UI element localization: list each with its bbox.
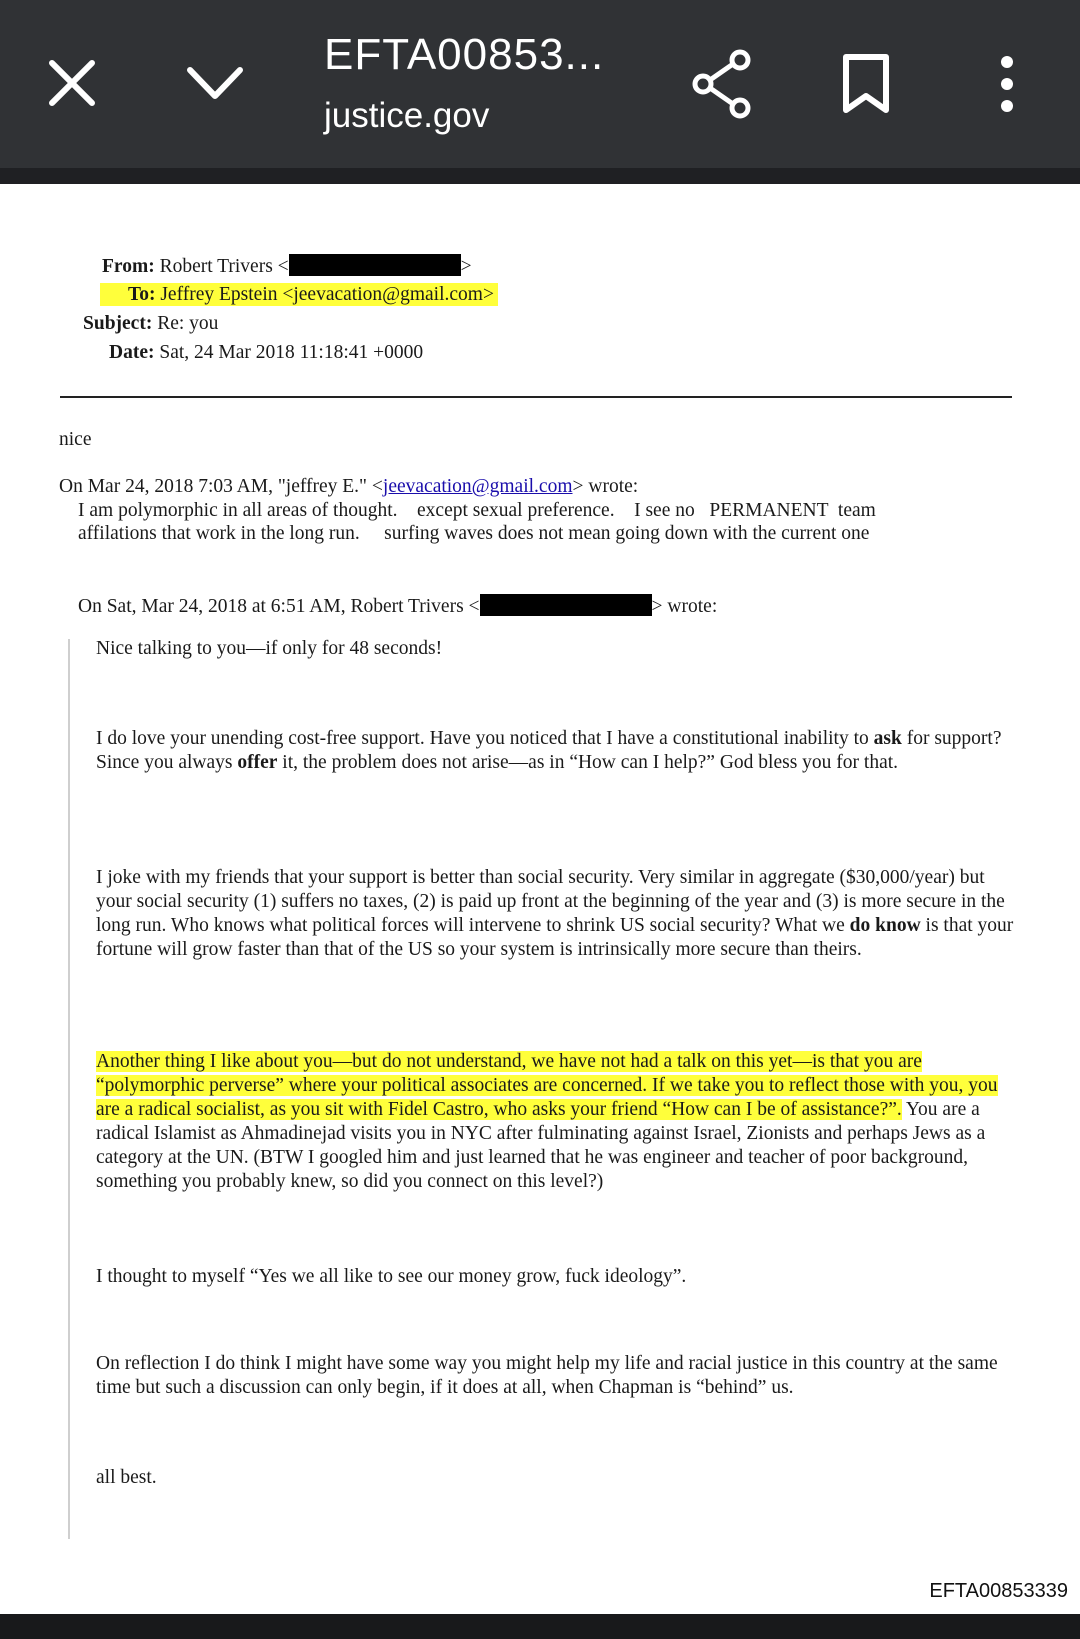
paragraph-1: Nice talking to you—if only for 48 seconds! (96, 638, 443, 659)
paragraph-5: I thought to myself “Yes we all like to see our money grow, fuck ideology”. (96, 1266, 687, 1287)
highlighted-passage: Another thing I like about you—but do not understand, we have not had a talk on this yet—is that you are “polymorphic perverse” where your political associates are concerned. If we take you to reflect those with you, you are a radical socialist, as you sit with Fidel Castro, who asks your friend “How can I be of assistance?”. (96, 1051, 998, 1120)
close-icon[interactable] (44, 55, 100, 111)
paragraph-3: I joke with my friends that your support is better than social security. Very similar in aggregate ($30,000/year) but your social security (1) suffers no taxes, (2) is paid up front at the beginning of the year and (3) is more secure in the long run. Who knows what political forces will intervene to shrink US social security? What we do know is that your fortune will grow faster than that of the US so your system is intrinsically more secure than theirs. (96, 867, 1014, 960)
paragraph-7: all best. (96, 1467, 157, 1488)
paragraph-6: On reflection I do think I might have some way you might help my life and racial justice in this country at the same time but such a discussion can only begin, if it does at all, when Chapman is “behind” us. (96, 1353, 998, 1398)
paragraph-2: I do love your unending cost-free support. Have you noticed that I have a constitutional inability to ask for support? Since you always offer it, the problem does not arise—as in “How can I help?” God bless you for that. (96, 728, 1002, 773)
email-date: Date: Sat, 24 Mar 2018 11:18:41 +0000 (109, 342, 424, 363)
quote-1-line-1: I am polymorphic in all areas of thought. except sexual preference. I see no PERMANENT team (78, 500, 876, 521)
document-source: justice.gov (324, 96, 490, 135)
system-nav-bar (0, 1614, 1080, 1639)
chevron-down-icon[interactable] (184, 58, 246, 108)
email-from: From: Robert Trivers < > (102, 256, 472, 277)
document-page[interactable] (0, 184, 1080, 1614)
email-subject: Subject: Re: you (83, 313, 219, 334)
more-vert-icon[interactable] (990, 52, 1024, 116)
quote-1-line-2: affilations that work in the long run. surfing waves does not mean going down with the current one (78, 523, 870, 544)
share-icon[interactable] (690, 48, 754, 120)
redaction-block-2 (480, 594, 652, 616)
email-link[interactable]: jeevacation@gmail.com (382, 476, 573, 497)
quote-bar (68, 639, 70, 1539)
redaction-block (289, 254, 461, 276)
top-app-bar (0, 0, 1080, 168)
header-divider (60, 396, 1012, 398)
quote-intro-1: On Mar 24, 2018 7:03 AM, "jeffrey E." <jeevacation@gmail.com> wrote: (59, 476, 639, 497)
bookmark-icon[interactable] (838, 52, 894, 116)
document-title: EFTA00853... (324, 30, 605, 79)
quote-intro-2: On Sat, Mar 24, 2018 at 6:51 AM, Robert Trivers < > wrote: (78, 596, 718, 617)
document-id-footer: EFTA00853339 (929, 1580, 1068, 1602)
reply-text: nice (59, 429, 92, 450)
app-bar-divider (0, 168, 1080, 184)
paragraph-4: Another thing I like about you—but do not understand, we have not had a talk on this yet—is that you are “polymorphic perverse” where your political associates are concerned. If we take you to reflect those with you, you are a radical socialist, as you sit with Fidel Castro, who asks your friend “How can I be of assistance?”. You are a radical Islamist as Ahmadinejad visits you in NYC after fulminating against Israel, Zionists and perhaps Jews as a category at the UN. (BTW I googled him and just learned that he was engineer and teacher of poor background, something you probably knew, so did you connect on this level?) (96, 1051, 998, 1192)
email-to: To: Jeffrey Epstein <jeevacation@gmail.com> (100, 283, 498, 307)
